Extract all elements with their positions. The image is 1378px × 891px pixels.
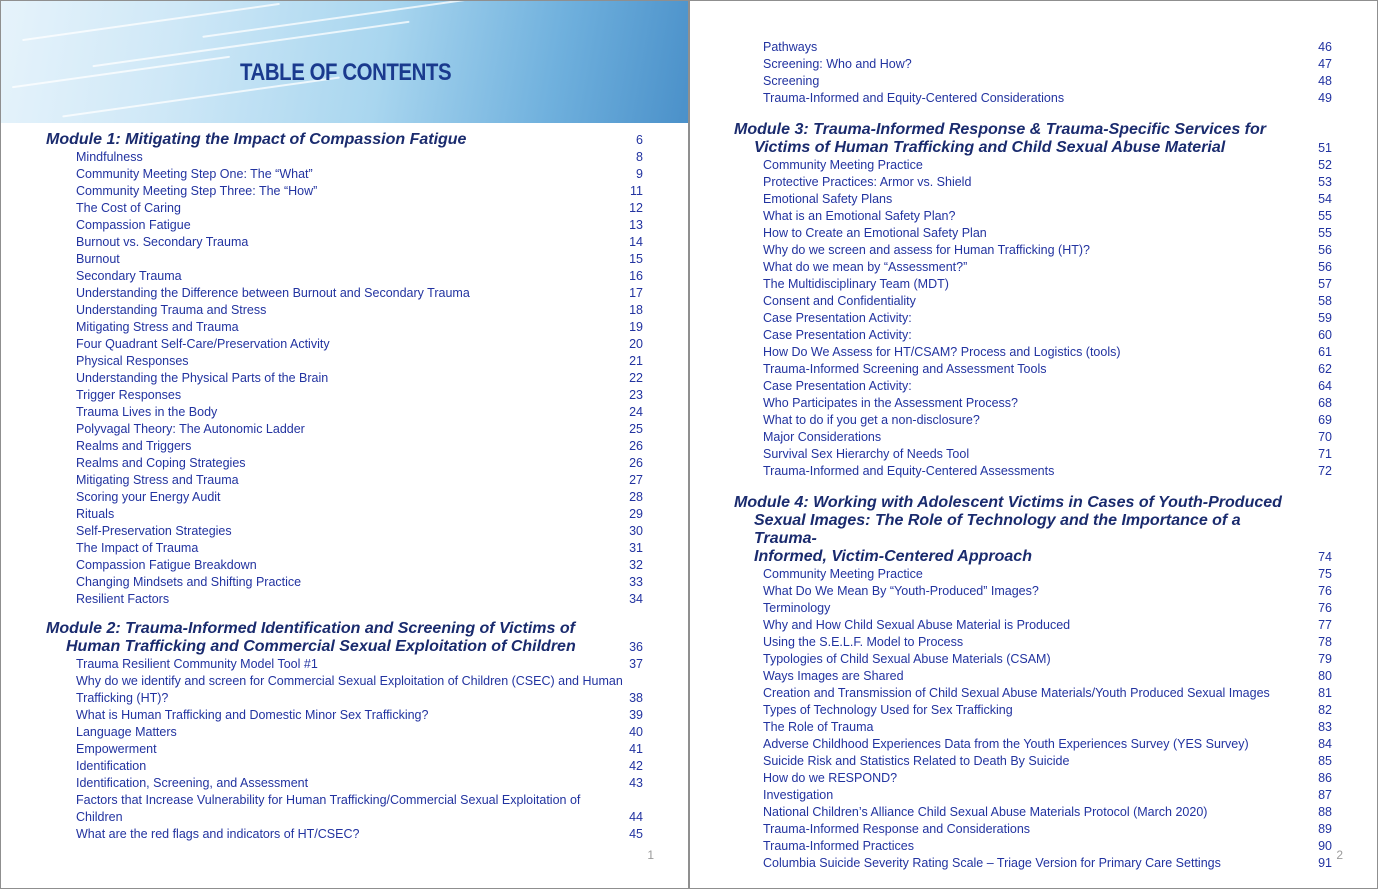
toc-entry[interactable] bbox=[1, 387, 688, 404]
toc-entry[interactable] bbox=[1, 489, 688, 506]
toc-entry-title: Changing Mindsets and Shifting Practice bbox=[76, 575, 302, 589]
toc-entry[interactable] bbox=[690, 753, 1377, 770]
toc-entry[interactable] bbox=[1, 149, 688, 166]
toc-entry-title: Identification bbox=[76, 759, 147, 773]
toc-entry[interactable] bbox=[690, 412, 1377, 429]
toc-entry-title: Burnout vs. Secondary Trauma bbox=[76, 235, 249, 249]
toc-entry-page: 78 bbox=[1318, 635, 1332, 649]
toc-entry-page: 28 bbox=[629, 490, 643, 504]
toc-entry-title: Using the S.E.L.F. Model to Process bbox=[763, 635, 964, 649]
toc-entry[interactable] bbox=[690, 344, 1377, 361]
toc-entry-page: 91 bbox=[1318, 856, 1332, 870]
toc-entry[interactable] bbox=[690, 685, 1377, 702]
toc-entry[interactable] bbox=[1, 724, 688, 741]
toc-entry-title: Why do we screen and assess for Human Trafficking (HT)? bbox=[763, 243, 1090, 257]
toc-entry-page: 56 bbox=[1318, 260, 1332, 274]
toc-entry[interactable] bbox=[1, 574, 688, 591]
toc-entry[interactable] bbox=[1, 673, 688, 707]
toc-entry[interactable] bbox=[690, 804, 1377, 821]
toc-entry[interactable] bbox=[1, 370, 688, 387]
toc-entry[interactable] bbox=[690, 634, 1377, 651]
toc-entry[interactable] bbox=[690, 259, 1377, 276]
toc-entry-page: 23 bbox=[629, 388, 643, 402]
toc-entry-title: Understanding the Physical Parts of the Brain bbox=[76, 371, 329, 385]
toc-entry-page: 80 bbox=[1318, 669, 1332, 683]
toc-entry-page: 18 bbox=[629, 303, 643, 317]
toc-entry-title: Mitigating Stress and Trauma bbox=[76, 473, 239, 487]
toc-entry[interactable] bbox=[690, 310, 1377, 327]
toc-entry[interactable] bbox=[1, 183, 688, 200]
toc-entry-page: 52 bbox=[1318, 158, 1332, 172]
module-title bbox=[734, 121, 1294, 157]
toc-entry-page: 82 bbox=[1318, 703, 1332, 717]
toc-entry-title: Burnout bbox=[76, 252, 120, 266]
toc-entry-page: 11 bbox=[630, 184, 643, 198]
toc-module-heading[interactable] bbox=[1, 131, 688, 149]
toc-entry-title: Four Quadrant Self-Care/Preservation Activity bbox=[76, 337, 330, 351]
module-title-line: Victims of Human Trafficking and Child Sexual Abuse Material bbox=[754, 139, 1226, 156]
toc-list bbox=[690, 39, 1377, 872]
toc-entry-page: 72 bbox=[1318, 464, 1332, 478]
toc-entry[interactable] bbox=[1, 506, 688, 523]
module-title-line: Sexual Images: The Role of Technology and the Importance of a Trauma- bbox=[754, 512, 1241, 547]
toc-module-heading[interactable] bbox=[1, 620, 688, 656]
toc-entry[interactable] bbox=[690, 174, 1377, 191]
toc-entry-title: Who Participates in the Assessment Process? bbox=[763, 396, 1018, 410]
toc-entry-page: 37 bbox=[629, 657, 643, 671]
toc-entry-page: 34 bbox=[629, 592, 643, 606]
toc-entry-title: Investigation bbox=[763, 788, 834, 802]
toc-entry[interactable] bbox=[690, 39, 1377, 56]
toc-entry[interactable] bbox=[690, 73, 1377, 90]
toc-entry-title: Types of Technology Used for Sex Trafficking bbox=[763, 703, 1013, 717]
toc-entry-title: Trauma Resilient Community Model Tool #1 bbox=[76, 657, 318, 671]
toc-entry[interactable] bbox=[1, 234, 688, 251]
toc-entry-page: 24 bbox=[629, 405, 643, 419]
toc-entry-title: Terminology bbox=[763, 601, 831, 615]
toc-entry-page: 31 bbox=[629, 541, 643, 555]
toc-entry-page: 39 bbox=[629, 708, 643, 722]
toc-entry-title: What is Human Trafficking and Domestic Minor Sex Trafficking? bbox=[76, 708, 429, 722]
toc-entry-page: 17 bbox=[629, 286, 643, 300]
toc-entry[interactable] bbox=[690, 651, 1377, 668]
toc-entry-page: 55 bbox=[1318, 209, 1332, 223]
toc-entry[interactable] bbox=[1, 540, 688, 557]
toc-entry[interactable] bbox=[690, 821, 1377, 838]
module-title-line: Module 4: Working with Adolescent Victims in Cases of Youth-Produced bbox=[734, 494, 1282, 511]
toc-entry-title: Compassion Fatigue bbox=[76, 218, 191, 232]
module-title-line: Module 3: Trauma-Informed Response & Trauma-Specific Services for bbox=[734, 121, 1266, 138]
toc-entry-page: 14 bbox=[629, 235, 643, 249]
toc-entry-title: What are the red flags and indicators of HT/CSEC? bbox=[76, 827, 360, 841]
toc-entry-title: Major Considerations bbox=[763, 430, 882, 444]
toc-page-1 bbox=[0, 0, 689, 889]
toc-entry[interactable] bbox=[690, 787, 1377, 804]
toc-entry-title: Trauma-Informed Screening and Assessment Tools bbox=[763, 362, 1047, 376]
toc-entry-page: 68 bbox=[1318, 396, 1332, 410]
toc-entry[interactable] bbox=[1, 421, 688, 438]
toc-entry-title: Creation and Transmission of Child Sexual Abuse Materials/Youth Produced Sexual Images bbox=[763, 686, 1270, 700]
toc-entry[interactable] bbox=[690, 90, 1377, 107]
toc-entry-page: 49 bbox=[1318, 91, 1332, 105]
toc-entry-title: Scoring your Energy Audit bbox=[76, 490, 221, 504]
toc-entry-page: 27 bbox=[629, 473, 643, 487]
toc-entry-page: 13 bbox=[629, 218, 643, 232]
toc-entry[interactable] bbox=[1, 455, 688, 472]
toc-entry[interactable] bbox=[1, 404, 688, 421]
toc-entry-page: 81 bbox=[1318, 686, 1332, 700]
toc-entry-page: 38 bbox=[629, 691, 643, 705]
toc-entry-page: 87 bbox=[1318, 788, 1332, 802]
toc-entry-page: 16 bbox=[629, 269, 643, 283]
toc-entry[interactable] bbox=[690, 293, 1377, 310]
module-title bbox=[734, 494, 1294, 566]
toc-entry-title: Trauma-Informed and Equity-Centered Considerations bbox=[763, 91, 1065, 105]
toc-entry-title: How do we RESPOND? bbox=[763, 771, 898, 785]
toc-entry[interactable] bbox=[1, 251, 688, 268]
toc-module-heading[interactable] bbox=[690, 494, 1377, 566]
toc-entry-page: 62 bbox=[1318, 362, 1332, 376]
toc-entry-page: 71 bbox=[1318, 447, 1332, 461]
toc-entry-title: Language Matters bbox=[76, 725, 177, 739]
toc-entry[interactable] bbox=[1, 268, 688, 285]
toc-entry-title: Case Presentation Activity: bbox=[763, 379, 912, 393]
toc-entry[interactable] bbox=[690, 702, 1377, 719]
page-number: 1 bbox=[647, 848, 654, 862]
toc-entry-title: Emotional Safety Plans bbox=[763, 192, 893, 206]
module-title-line: Informed, Victim-Centered Approach bbox=[754, 548, 1032, 565]
module-title bbox=[46, 620, 606, 656]
toc-entry[interactable] bbox=[690, 719, 1377, 736]
toc-entry-page: 46 bbox=[1318, 40, 1332, 54]
toc-entry-title: Physical Responses bbox=[76, 354, 189, 368]
toc-entry[interactable] bbox=[690, 583, 1377, 600]
toc-entry-page: 54 bbox=[1318, 192, 1332, 206]
toc-entry-page: 75 bbox=[1318, 567, 1332, 581]
module-page: 74 bbox=[1318, 550, 1332, 564]
toc-entry[interactable] bbox=[1, 656, 688, 673]
toc-entry-title: The Impact of Trauma bbox=[76, 541, 199, 555]
toc-entry-page: 47 bbox=[1318, 57, 1332, 71]
toc-entry[interactable] bbox=[1, 200, 688, 217]
toc-entry[interactable] bbox=[690, 736, 1377, 753]
toc-entry-title: Case Presentation Activity: bbox=[763, 311, 912, 325]
toc-entry-title: Pathways bbox=[763, 40, 818, 54]
toc-entry-page: 42 bbox=[629, 759, 643, 773]
toc-entry[interactable] bbox=[1, 741, 688, 758]
toc-entry[interactable] bbox=[690, 617, 1377, 634]
toc-entry[interactable] bbox=[690, 429, 1377, 446]
toc-entry[interactable] bbox=[1, 792, 688, 826]
toc-entry[interactable] bbox=[690, 378, 1377, 395]
toc-entry[interactable] bbox=[1, 336, 688, 353]
toc-entry-page: 30 bbox=[629, 524, 643, 538]
toc-entry[interactable] bbox=[690, 191, 1377, 208]
toc-module-heading[interactable] bbox=[690, 121, 1377, 157]
toc-entry-page: 55 bbox=[1318, 226, 1332, 240]
toc-entry-page: 33 bbox=[629, 575, 643, 589]
toc-entry-page: 90 bbox=[1318, 839, 1332, 853]
toc-entry-page: 45 bbox=[629, 827, 643, 841]
toc-entry[interactable] bbox=[690, 361, 1377, 378]
toc-entry-title: Mindfulness bbox=[76, 150, 143, 164]
toc-entry-title: Trauma-Informed Practices bbox=[763, 839, 914, 853]
toc-entry[interactable] bbox=[690, 395, 1377, 412]
module-title bbox=[46, 131, 606, 149]
toc-entry-title: How to Create an Emotional Safety Plan bbox=[763, 226, 987, 240]
toc-entry-title: Community Meeting Practice bbox=[763, 567, 923, 581]
toc-entry-title: Screening bbox=[763, 74, 820, 88]
toc-entry[interactable] bbox=[690, 838, 1377, 855]
page-title: TABLE OF CONTENTS bbox=[240, 59, 452, 86]
toc-entry-title: Protective Practices: Armor vs. Shield bbox=[763, 175, 972, 189]
toc-entry-title: Factors that Increase Vulnerability for Human Trafficking/Commercial Sexual Exploitation of Children bbox=[76, 793, 581, 824]
toc-entry-page: 77 bbox=[1318, 618, 1332, 632]
toc-entry-page: 60 bbox=[1318, 328, 1332, 342]
toc-entry-page: 40 bbox=[629, 725, 643, 739]
toc-entry-title: How Do We Assess for HT/CSAM? Process and Logistics (tools) bbox=[763, 345, 1121, 359]
header-banner bbox=[1, 1, 689, 123]
toc-entry[interactable] bbox=[1, 319, 688, 336]
toc-entry-title: Consent and Confidentiality bbox=[763, 294, 916, 308]
toc-entry-title: The Role of Trauma bbox=[763, 720, 874, 734]
toc-entry[interactable] bbox=[690, 668, 1377, 685]
toc-entry-title: Adverse Childhood Experiences Data from the Youth Experiences Survey (YES Survey) bbox=[763, 737, 1249, 751]
toc-entry-title: Understanding Trauma and Stress bbox=[76, 303, 267, 317]
toc-entry-page: 88 bbox=[1318, 805, 1332, 819]
toc-entry-title: Trauma-Informed and Equity-Centered Assessments bbox=[763, 464, 1055, 478]
toc-entry-page: 43 bbox=[629, 776, 643, 790]
toc-entry[interactable] bbox=[1, 557, 688, 574]
toc-entry-title: What to do if you get a non-disclosure? bbox=[763, 413, 980, 427]
toc-entry-title: Trauma-Informed Response and Considerations bbox=[763, 822, 1031, 836]
toc-entry-page: 76 bbox=[1318, 584, 1332, 598]
module-page: 51 bbox=[1318, 141, 1332, 155]
toc-entry-page: 53 bbox=[1318, 175, 1332, 189]
toc-page-2 bbox=[689, 0, 1378, 889]
module-page: 6 bbox=[636, 133, 643, 147]
toc-entry-page: 20 bbox=[629, 337, 643, 351]
toc-entry-title: What is an Emotional Safety Plan? bbox=[763, 209, 956, 223]
toc-entry-page: 19 bbox=[629, 320, 643, 334]
toc-entry[interactable] bbox=[1, 758, 688, 775]
toc-entry-title: What Do We Mean By “Youth-Produced” Images? bbox=[763, 584, 1039, 598]
toc-entry-title: Identification, Screening, and Assessment bbox=[76, 776, 309, 790]
toc-list bbox=[1, 131, 688, 843]
toc-entry[interactable] bbox=[690, 157, 1377, 174]
toc-entry-page: 84 bbox=[1318, 737, 1332, 751]
toc-entry-title: Empowerment bbox=[76, 742, 157, 756]
toc-entry-title: Understanding the Difference between Burnout and Secondary Trauma bbox=[76, 286, 470, 300]
toc-entry-title: Suicide Risk and Statistics Related to Death By Suicide bbox=[763, 754, 1070, 768]
toc-entry[interactable] bbox=[690, 770, 1377, 787]
toc-entry-title: Rituals bbox=[76, 507, 115, 521]
toc-entry[interactable] bbox=[690, 56, 1377, 73]
toc-entry-title: Realms and Coping Strategies bbox=[76, 456, 246, 470]
toc-entry-page: 22 bbox=[629, 371, 643, 385]
toc-entry[interactable] bbox=[690, 327, 1377, 344]
toc-entry[interactable] bbox=[1, 285, 688, 302]
toc-entry-page: 44 bbox=[629, 810, 643, 824]
toc-entry[interactable] bbox=[690, 208, 1377, 225]
toc-entry-page: 85 bbox=[1318, 754, 1332, 768]
toc-entry[interactable] bbox=[1, 302, 688, 319]
toc-entry-title: Community Meeting Practice bbox=[763, 158, 923, 172]
toc-entry-page: 25 bbox=[629, 422, 643, 436]
toc-entry[interactable] bbox=[690, 446, 1377, 463]
toc-entry-title: Realms and Triggers bbox=[76, 439, 192, 453]
toc-entry[interactable] bbox=[690, 225, 1377, 242]
toc-entry[interactable] bbox=[690, 566, 1377, 583]
toc-entry-page: 83 bbox=[1318, 720, 1332, 734]
toc-entry-page: 58 bbox=[1318, 294, 1332, 308]
toc-entry[interactable] bbox=[690, 600, 1377, 617]
toc-entry[interactable] bbox=[1, 707, 688, 724]
toc-entry-title: Why do we identify and screen for Commercial Sexual Exploitation of Children (CSEC) and Human Trafficking (HT)? bbox=[76, 674, 623, 705]
toc-entry-title: Polyvagal Theory: The Autonomic Ladder bbox=[76, 422, 305, 436]
toc-entry-page: 48 bbox=[1318, 74, 1332, 88]
toc-entry-page: 69 bbox=[1318, 413, 1332, 427]
toc-entry[interactable] bbox=[1, 826, 688, 843]
toc-entry[interactable] bbox=[690, 276, 1377, 293]
toc-entry[interactable] bbox=[1, 591, 688, 608]
toc-entry-title: Case Presentation Activity: bbox=[763, 328, 912, 342]
module-page: 36 bbox=[629, 640, 643, 654]
toc-entry-page: 21 bbox=[629, 354, 643, 368]
toc-entry-page: 64 bbox=[1318, 379, 1332, 393]
toc-entry-title: The Multidisciplinary Team (MDT) bbox=[763, 277, 949, 291]
toc-entry-title: Ways Images are Shared bbox=[763, 669, 904, 683]
toc-entry-page: 70 bbox=[1318, 430, 1332, 444]
toc-entry[interactable] bbox=[1, 523, 688, 540]
toc-entry-title: What do we mean by “Assessment?” bbox=[763, 260, 968, 274]
toc-entry-page: 15 bbox=[629, 252, 643, 266]
toc-entry-title: Community Meeting Step Three: The “How” bbox=[76, 184, 318, 198]
toc-entry[interactable] bbox=[690, 242, 1377, 259]
toc-entry-page: 61 bbox=[1318, 345, 1332, 359]
toc-entry-title: Trauma Lives in the Body bbox=[76, 405, 218, 419]
toc-entry-page: 26 bbox=[629, 439, 643, 453]
toc-entry-title: Compassion Fatigue Breakdown bbox=[76, 558, 257, 572]
toc-entry-page: 41 bbox=[629, 742, 643, 756]
toc-entry[interactable] bbox=[1, 353, 688, 370]
toc-entry[interactable] bbox=[690, 463, 1377, 480]
toc-entry-title: Resilient Factors bbox=[76, 592, 170, 606]
toc-entry-title: Self-Preservation Strategies bbox=[76, 524, 232, 538]
toc-entry-title: Screening: Who and How? bbox=[763, 57, 912, 71]
toc-entry[interactable] bbox=[1, 472, 688, 489]
toc-entry[interactable] bbox=[1, 438, 688, 455]
toc-entry-title: The Cost of Caring bbox=[76, 201, 181, 215]
toc-entry-title: Survival Sex Hierarchy of Needs Tool bbox=[763, 447, 970, 461]
toc-entry-title: National Children’s Alliance Child Sexual Abuse Materials Protocol (March 2020) bbox=[763, 805, 1208, 819]
toc-entry[interactable] bbox=[1, 775, 688, 792]
toc-entry-title: Why and How Child Sexual Abuse Material is Produced bbox=[763, 618, 1071, 632]
page-number: 2 bbox=[1336, 848, 1343, 862]
toc-entry-title: Typologies of Child Sexual Abuse Materials (CSAM) bbox=[763, 652, 1051, 666]
toc-entry[interactable] bbox=[1, 166, 688, 183]
toc-entry-title: Community Meeting Step One: The “What” bbox=[76, 167, 313, 181]
toc-entry-page: 59 bbox=[1318, 311, 1332, 325]
toc-entry-page: 12 bbox=[629, 201, 643, 215]
toc-entry-page: 89 bbox=[1318, 822, 1332, 836]
toc-entry[interactable] bbox=[1, 217, 688, 234]
module-title-line: Module 1: Mitigating the Impact of Compassion Fatigue bbox=[46, 131, 467, 148]
toc-entry-page: 56 bbox=[1318, 243, 1332, 257]
module-title-line: Module 2: Trauma-Informed Identification and Screening of Victims of bbox=[46, 620, 575, 637]
toc-entry-title: Trigger Responses bbox=[76, 388, 182, 402]
toc-entry-title: Mitigating Stress and Trauma bbox=[76, 320, 239, 334]
toc-entry-page: 9 bbox=[636, 167, 643, 181]
toc-entry[interactable] bbox=[690, 855, 1377, 872]
toc-entry-page: 76 bbox=[1318, 601, 1332, 615]
toc-entry-page: 79 bbox=[1318, 652, 1332, 666]
toc-entry-page: 26 bbox=[629, 456, 643, 470]
toc-entry-title: Columbia Suicide Severity Rating Scale – Triage Version for Primary Care Settings bbox=[763, 856, 1221, 870]
toc-entry-page: 8 bbox=[636, 150, 643, 164]
toc-entry-page: 29 bbox=[629, 507, 643, 521]
toc-entry-page: 32 bbox=[629, 558, 643, 572]
toc-entry-page: 86 bbox=[1318, 771, 1332, 785]
module-title-line: Human Trafficking and Commercial Sexual Exploitation of Children bbox=[66, 638, 576, 655]
toc-entry-page: 57 bbox=[1318, 277, 1332, 291]
toc-entry-title: Secondary Trauma bbox=[76, 269, 182, 283]
